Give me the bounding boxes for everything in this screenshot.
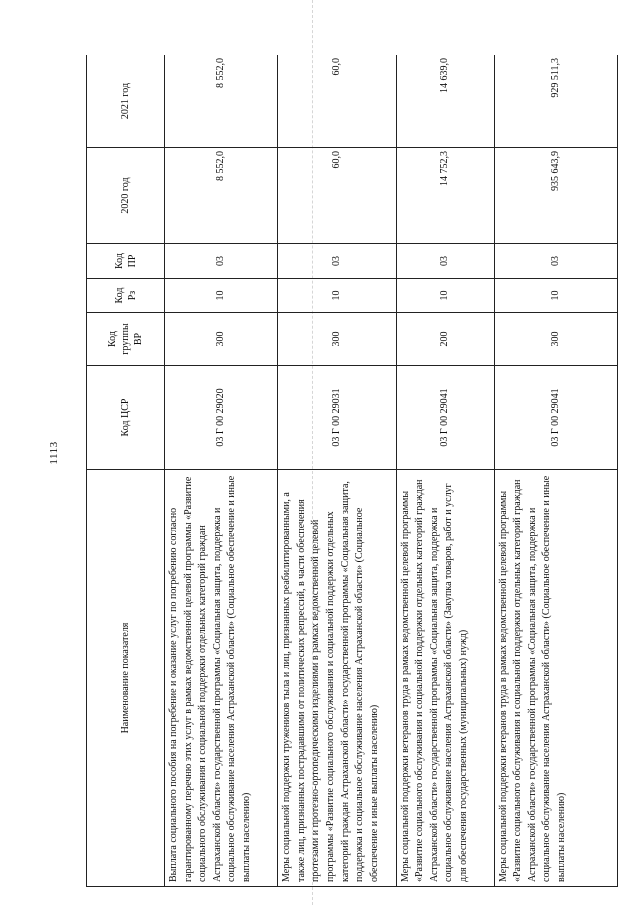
row-pr: 03 — [396, 244, 494, 279]
row-pr: 03 — [165, 244, 278, 279]
row-csr: 03 Г 00 29041 — [396, 366, 494, 470]
row-name: Меры социальной поддержки ветеранов труда в рамках ведомственной целевой программы «Развитие социального обслуживания и социальной поддержки отдельных категорий граждан Астраханской области» государственной программы «Социальная защита, поддержка и социальное обслуживание населения Астраханской области» (Социальное обеспечение и иные выплаты населению) — [494, 470, 617, 887]
row-rz: 10 — [165, 279, 278, 313]
row-rz: 10 — [278, 279, 396, 313]
row-vr: 200 — [396, 313, 494, 366]
row-rz: 10 — [396, 279, 494, 313]
table-row — [165, 55, 278, 887]
page-number: 1113 — [48, 441, 60, 465]
row-2020: 60,0 — [278, 148, 396, 244]
row-vr: 300 — [165, 313, 278, 366]
row-name: Меры социальной поддержки тружеников тыла и лиц, признанных реабилитированными, а также лиц, признанных пострадавшими от политических репрессий, в части обеспечения протезами и протезно-ортопедическими изделиями в рамках ведомственной целевой программы «Развитие социального обслуживания и социальной поддержки отдельных категорий граждан Астраханской области» государственной программы «Социальная защита, поддержка и социальное обслуживание населения Астраханской области» (Социальное обеспечение и иные выплаты населению) — [278, 470, 396, 887]
budget-table — [86, 55, 618, 887]
header-pr: Код ПР — [87, 244, 165, 279]
row-2021: 60,0 — [278, 55, 396, 148]
row-pr: 03 — [278, 244, 396, 279]
row-2021: 8 552,0 — [165, 55, 278, 148]
budget-table-frame — [86, 55, 618, 887]
row-csr: 03 Г 00 29041 — [494, 366, 617, 470]
row-name: Меры социальной поддержки ветеранов труда в рамках ведомственной целевой программы «Развитие социального обслуживания и социальной поддержки отдельных категорий граждан Астраханской области» государственной программы «Социальная защита, поддержка и социальное обслуживание населения Астраханской области» (Закупка товаров, работ и услуг для обеспечения государственных (муниципальных) нужд) — [396, 470, 494, 887]
header-2020: 2020 год — [87, 148, 165, 244]
row-2020: 14 752,3 — [396, 148, 494, 244]
rotated-table-container — [86, 55, 618, 887]
row-csr: 03 Г 00 29020 — [165, 366, 278, 470]
table-row — [494, 55, 617, 887]
header-rz: Код Рз — [87, 279, 165, 313]
header-csr: Код ЦСР — [87, 366, 165, 470]
table-row — [278, 55, 396, 887]
table-row — [396, 55, 494, 887]
row-name: Выплата социального пособия на погребение и оказание услуг по погребению согласно гарантированному перечню этих услуг в рамках ведомственной целевой программы «Развитие социального обслуживания и социальной поддержки отдельных категорий граждан Астраханской области» государственной программы «Социальная защита, поддержка и социальное обслуживание населения Астраханской области» (Социальное обеспечение и иные выплаты населению) — [165, 470, 278, 887]
header-2021: 2021 год — [87, 55, 165, 148]
row-2021: 929 511,3 — [494, 55, 617, 148]
row-csr: 03 Г 00 29031 — [278, 366, 396, 470]
header-vr: Код группы ВР — [87, 313, 165, 366]
row-pr: 03 — [494, 244, 617, 279]
row-vr: 300 — [278, 313, 396, 366]
table-header-row — [87, 55, 165, 887]
row-2020: 935 643,9 — [494, 148, 617, 244]
row-rz: 10 — [494, 279, 617, 313]
row-2020: 8 552,0 — [165, 148, 278, 244]
row-vr: 300 — [494, 313, 617, 366]
row-2021: 14 639,0 — [396, 55, 494, 148]
header-name: Наименование показателя — [87, 470, 165, 887]
